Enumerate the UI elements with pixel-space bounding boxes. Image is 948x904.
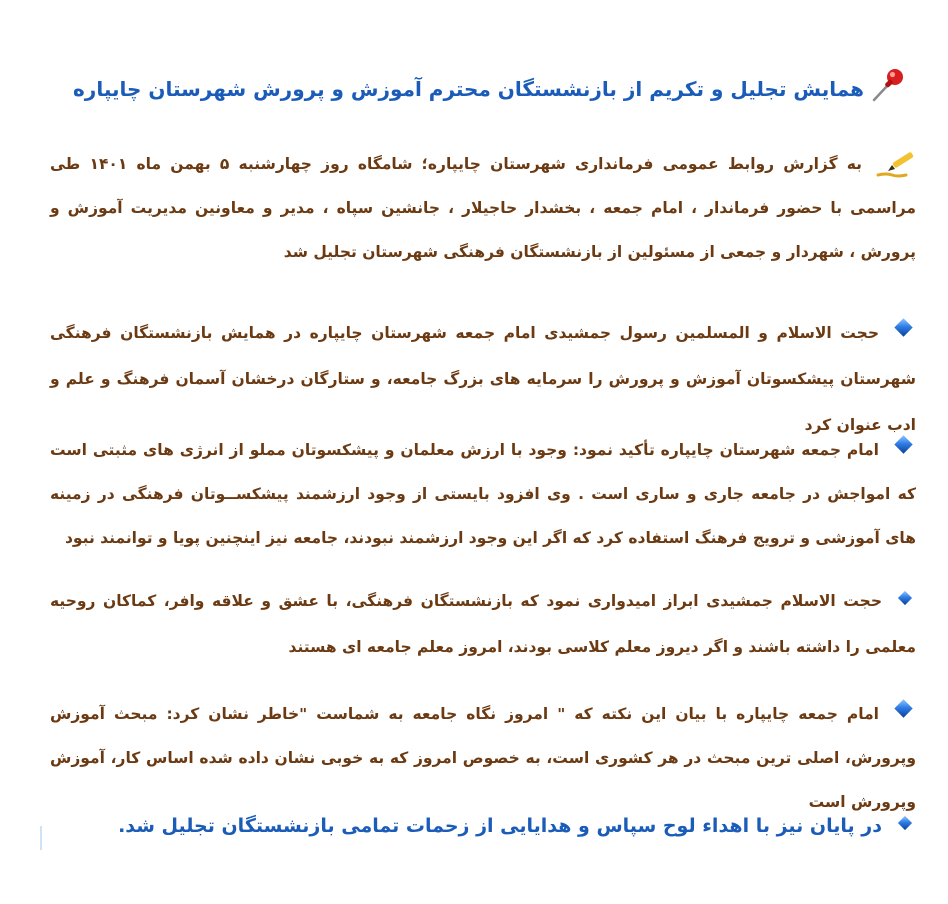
- paragraph-text: حجت الاسلام و المسلمین رسول جمشیدی امام جمعه شهرستان چایپاره در همایش بازنشستگان فرهنگی شهرستان پیشکسوتان آموزش و پرورش را سرمایه های بزرگ جامعه، و ستارگان درخشان آسمان فرهنگ و علم و ادب عنوان کرد: [50, 324, 916, 434]
- paragraph-text: امام جمعه شهرستان چایپاره تأکید نمود: وجود با ارزش معلمان و پیشکسوتان مملو از انرژی های مثبتی است که امواجش در جامعه جاری و ساری است . وی افزود بایستی از وجود ارزشمند پیشکســوتان فرهنگی در زمینه های آموزشی و ترویج فرهنگ استفاده کرد که اگر این وجود ارزشمند نبودند، جامعه نیز اینچنین پویا و توانمند نبود: [50, 441, 916, 547]
- blue-diamond-icon: [898, 815, 912, 829]
- list-item: [50, 428, 916, 560]
- paragraph-text: حجت الاسلام جمشیدی ابراز امیدواری نمود که بازنشستگان فرهنگی، با عشق و علاقه وافر، کماکان روحیه معلمی را داشته باشند و اگر دیروز معلم کلاسی بودند، امروز معلم جامعه ای هستند: [50, 592, 916, 656]
- blue-diamond-icon: [894, 699, 912, 717]
- paragraph-text: امام جمعه چایپاره با بیان این نکته که " امروز نگاه جامعه به شماست "خاطر نشان کرد: مبحث آموزش وپرورش، اصلی ترین مبحث در هر کشوری است، به خصوص امروز که به خوبی نشان داده شده اساس کار، آموزش وپرورش است: [50, 705, 916, 811]
- page-title: همایش تجلیل و تکریم از بازنشستگان محترم آموزش و پرورش شهرستان چایپاره: [73, 77, 864, 101]
- closing-paragraph: [50, 806, 916, 846]
- blue-diamond-icon: [894, 318, 912, 336]
- intro-text: به گزارش روابط عمومی فرمانداری شهرستان چایپاره؛ شامگاه روز چهارشنبه ۵ بهمن ماه ۱۴۰۱ طی مراسمی با حضور فرماندار ، امام جمعه ، بخشدار حاجیلار ، جانشین سپاه ، مدیر و معاونین مدیریت آموزش و پرورش ، شهردار و جمعی از مسئولین از بازنشستگان فرهنگی شهرستان تجلیل شد: [50, 155, 916, 261]
- title-row: [73, 66, 908, 104]
- pushpin-icon: [868, 66, 908, 104]
- list-item: [50, 578, 916, 670]
- blue-diamond-icon: [894, 435, 912, 453]
- article: [40, 0, 916, 904]
- pen-writing-icon: [876, 151, 916, 179]
- intro-paragraph: [50, 142, 916, 274]
- list-item: [50, 692, 916, 824]
- divider: [40, 826, 42, 850]
- closing-text: در پایان نیز با اهداء لوح سپاس و هدایایی از زحمات تمامی بازنشستگان تجلیل شد.: [118, 815, 882, 837]
- blue-diamond-icon: [898, 590, 912, 604]
